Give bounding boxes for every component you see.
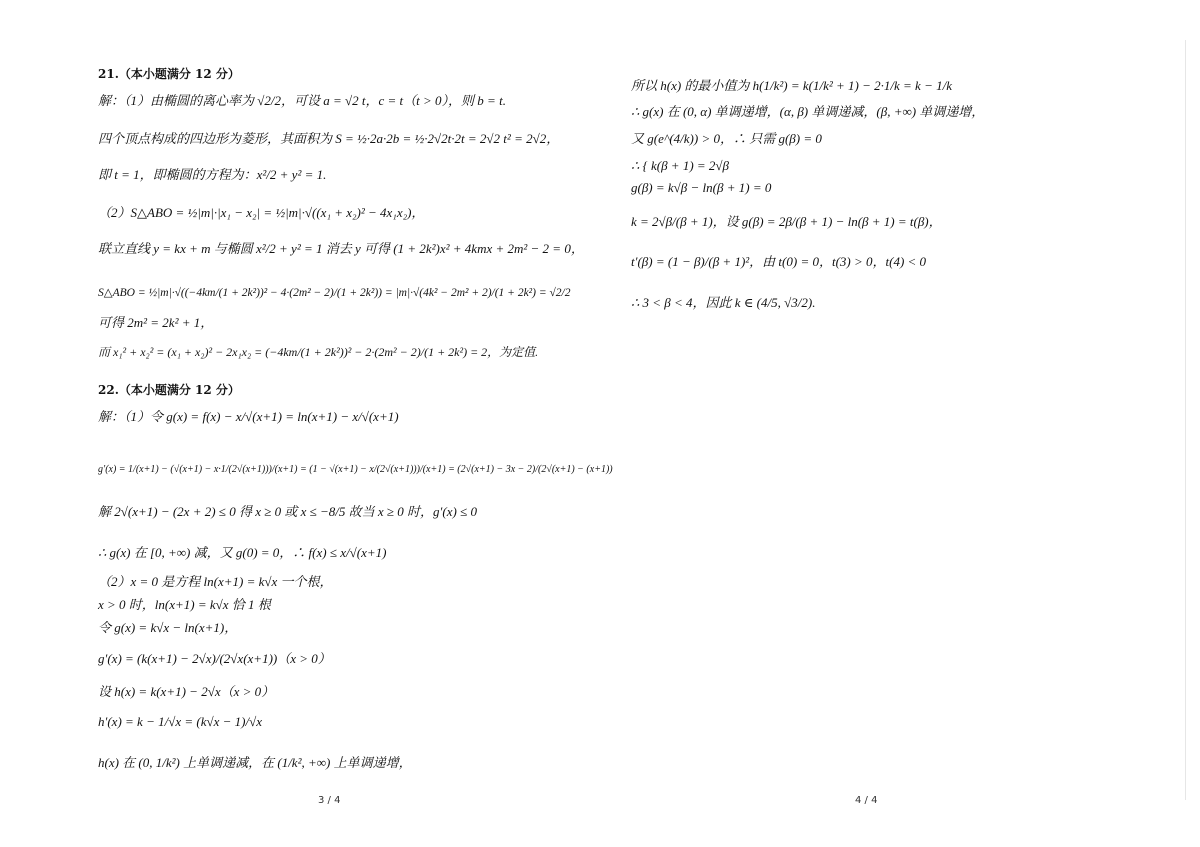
solution-21-line-2: 四个顶点构成的四边形为菱形，其面积为 S = ½·2a·2b = ½·2√2t·2t = 2√2 t² = 2√2， <box>98 131 560 146</box>
solution-22-line-5: （2）x = 0 是方程 ln(x+1) = k√x 一个根， <box>98 574 333 589</box>
solution-22-line-7: 令 g(x) = k√x − ln(x+1)， <box>98 620 238 635</box>
solution-22-line-9: 设 h(x) = k(x+1) − 2√x（x > 0） <box>98 684 275 699</box>
solution-21-line-8: 而 x₁² + x₂² = (x₁ + x₂)² − 2x₁x₂ = (−4km/(1 + 2k²))² − 2·(2m² − 2)/(1 + 2k²) = 2，为定值. <box>98 345 539 359</box>
solution-21-line-5: 联立直线 y = kx + m 与椭圆 x²/2 + y² = 1 消去 y 可得 (1 + 2k²)x² + 4kmx + 2m² − 2 = 0， <box>98 241 584 256</box>
solution-22-line-2: g′(x) = 1/(x+1) − (√(x+1) − x·1/(2√(x+1)))/(x+1) = (1 − √(x+1) − x/(2√(x+1)))/(x+1) = (2√(x+1) − 3x − 2)/(2√(x+1) − (x+1)) <box>98 464 613 475</box>
solution-22-line-12: 所以 h(x) 的最小值为 h(1/k²) = k(1/k² + 1) − 2·1/k = k − 1/k <box>631 78 952 93</box>
solution-22-line-13: ∴ g(x) 在 (0, α) 单调递增，(α, β) 单调递减，(β, +∞) 单调递增， <box>631 104 985 119</box>
solution-22-line-4: ∴ g(x) 在 [0, +∞) 减，又 g(0) = 0，∴ f(x) ≤ x/√(x+1) <box>98 545 387 560</box>
solution-21-line-6: S△ABO = ½|m|·√((−4km/(1 + 2k²))² − 4·(2m² − 2)/(1 + 2k²)) = |m|·√(4k² − 2m² + 2)/(1 + 2k²) = √2/2 <box>98 287 571 299</box>
page-number: 3 / 4 <box>318 795 341 806</box>
solution-22-line-17: ∴ 3 < β < 4，因此 k ∈ (4/5, √3/2). <box>631 295 816 310</box>
solution-22-line-10: h′(x) = k − 1/√x = (k√x − 1)/√x <box>98 714 262 729</box>
page-number: 4 / 4 <box>855 795 878 806</box>
solution-21-line-4: （2）S△ABO = ½|m|·|x₁ − x₂| = ½|m|·√((x₁ + x₂)² − 4x₁x₂)， <box>98 205 425 220</box>
system-line-2: g(β) = k√β − ln(β + 1) = 0 <box>631 180 772 195</box>
page-edge-line <box>1185 40 1186 800</box>
problem-22-heading: 22.（本小题满分 12 分） <box>98 383 240 397</box>
solution-22-line-1: 解：（1）令 g(x) = f(x) − x/√(x+1) = ln(x+1) − x/√(x+1) <box>98 409 399 424</box>
problem-21-heading: 21.（本小题满分 12 分） <box>98 67 240 81</box>
solution-22-line-3: 解 2√(x+1) − (2x + 2) ≤ 0 得 x ≥ 0 或 x ≤ −8/5 故当 x ≥ 0 时，g′(x) ≤ 0 <box>98 504 477 519</box>
system-line-1: ∴ { k(β + 1) = 2√β <box>631 158 730 173</box>
solution-22-line-8: g′(x) = (k(x+1) − 2√x)/(2√x(x+1))（x > 0） <box>98 651 331 666</box>
solution-22-line-15: k = 2√β/(β + 1)，设 g(β) = 2β/(β + 1) − ln(β + 1) = t(β)， <box>631 214 942 229</box>
solution-22-line-16: t′(β) = (1 − β)/(β + 1)²，由 t(0) = 0，t(3) > 0，t(4) < 0 <box>631 254 927 269</box>
solution-21-line-3: 即 t = 1，即椭圆的方程为：x²/2 + y² = 1. <box>98 167 327 182</box>
solution-21-line-1: 解：（1）由椭圆的离心率为 √2/2，可设 a = √2 t，c = t（t > 0），则 b = t. <box>98 93 506 108</box>
solution-21-line-7: 可得 2m² = 2k² + 1， <box>98 315 214 330</box>
solution-22-line-6: x > 0 时，ln(x+1) = k√x 恰 1 根 <box>98 597 271 612</box>
solution-22-line-14: 又 g(e^(4/k)) > 0，∴ 只需 g(β) = 0 <box>631 131 822 146</box>
solution-22-line-11: h(x) 在 (0, 1/k²) 上单调递减，在 (1/k², +∞) 上单调递增， <box>98 755 412 770</box>
page-4 <box>600 0 1200 847</box>
